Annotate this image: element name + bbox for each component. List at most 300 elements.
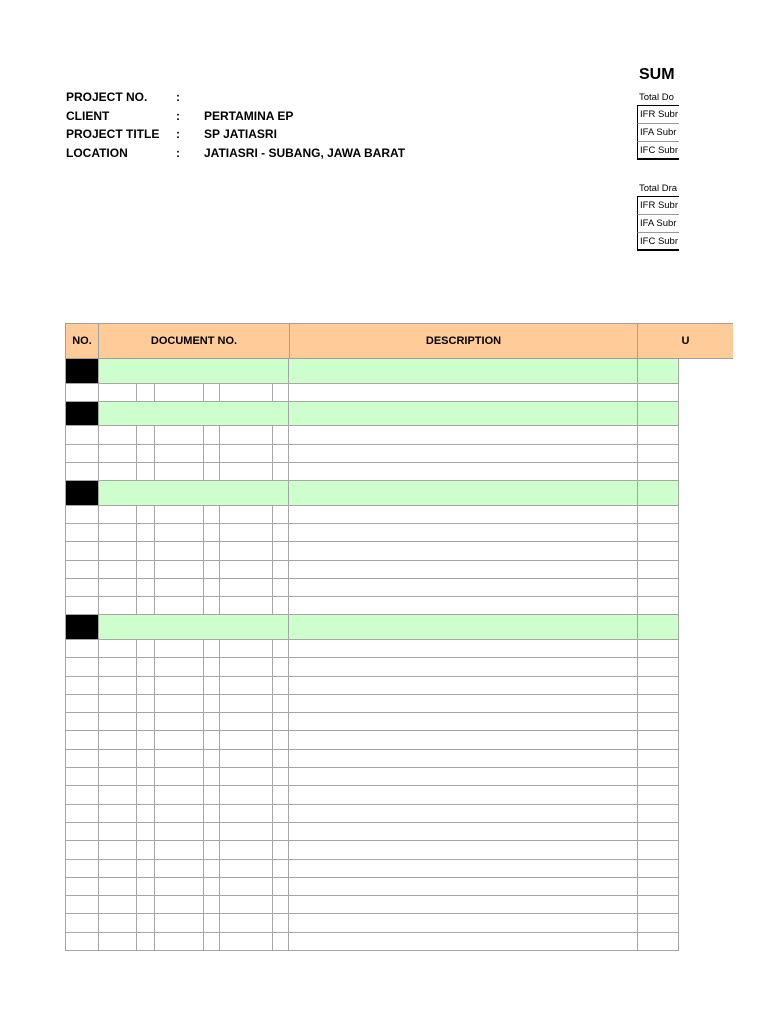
summary-drawings-box xyxy=(637,182,679,251)
grid-cell xyxy=(219,731,273,749)
grid-cell xyxy=(288,750,638,768)
grid-cell xyxy=(637,384,679,402)
grid-cell xyxy=(637,786,679,804)
grid-cell xyxy=(98,695,137,713)
grid-cell xyxy=(219,506,273,524)
grid-cell xyxy=(98,481,289,506)
grid-cell xyxy=(219,384,273,402)
table-row xyxy=(65,786,679,804)
grid-cell xyxy=(219,463,273,481)
grid-cell xyxy=(219,640,273,658)
grid-cell xyxy=(98,506,137,524)
grid-cell xyxy=(219,896,273,914)
grid-cell xyxy=(288,713,638,731)
project-no-colon: : xyxy=(176,90,180,104)
grid-cell xyxy=(203,786,220,804)
summary-drawings-ifr: IFR Subr xyxy=(637,197,679,215)
grid-cell xyxy=(98,750,137,768)
table-row xyxy=(65,445,679,463)
grid-cell xyxy=(136,896,155,914)
grid-cell xyxy=(98,463,137,481)
grid-cell xyxy=(637,402,679,427)
grid-cell xyxy=(272,384,289,402)
grid-cell xyxy=(136,860,155,878)
grid-cell xyxy=(203,384,220,402)
grid-cell xyxy=(272,878,289,896)
grid-cell xyxy=(65,933,99,951)
grid-cell xyxy=(219,597,273,615)
table-row xyxy=(65,805,679,823)
grid-cell xyxy=(272,713,289,731)
grid-cell xyxy=(154,841,204,859)
grid-cell xyxy=(154,823,204,841)
grid-cell xyxy=(219,524,273,542)
grid-cell xyxy=(219,713,273,731)
grid-cell xyxy=(154,658,204,676)
table-row xyxy=(65,695,679,713)
grid-cell xyxy=(288,896,638,914)
summary-drawings-ifa: IFA Subr xyxy=(637,215,679,233)
summary-documents-ifa: IFA Subr xyxy=(637,124,679,142)
summary-drawings-ifc: IFC Subr xyxy=(637,233,679,251)
location-label: LOCATION xyxy=(66,145,128,160)
grid-cell xyxy=(98,896,137,914)
grid-cell xyxy=(272,426,289,444)
grid-cell xyxy=(288,914,638,932)
grid-cell xyxy=(288,640,638,658)
grid-cell xyxy=(637,896,679,914)
grid-cell xyxy=(136,677,155,695)
grid-cell xyxy=(219,658,273,676)
grid-cell xyxy=(98,768,137,786)
grid-cell xyxy=(272,542,289,560)
grid-cell xyxy=(65,597,99,615)
grid-cell xyxy=(154,561,204,579)
grid-cell xyxy=(136,506,155,524)
table-row xyxy=(65,933,679,951)
grid-cell xyxy=(65,786,99,804)
grid-cell xyxy=(98,384,137,402)
grid-cell xyxy=(637,615,679,640)
grid-cell xyxy=(203,677,220,695)
grid-cell xyxy=(288,658,638,676)
grid-cell xyxy=(288,677,638,695)
grid-cell xyxy=(98,841,137,859)
grid-cell xyxy=(136,805,155,823)
grid-cell xyxy=(203,640,220,658)
grid-cell xyxy=(154,896,204,914)
grid-cell xyxy=(136,713,155,731)
grid-cell xyxy=(637,695,679,713)
table-row xyxy=(65,597,679,615)
grid-cell xyxy=(98,860,137,878)
grid-cell xyxy=(136,640,155,658)
grid-cell xyxy=(98,615,289,640)
grid-cell xyxy=(272,579,289,597)
grid-cell xyxy=(637,524,679,542)
grid-cell xyxy=(272,506,289,524)
table-row xyxy=(65,914,679,932)
grid-cell xyxy=(203,561,220,579)
summary-drawings-header: Total Dra xyxy=(637,182,679,197)
grid-cell xyxy=(272,860,289,878)
grid-cell xyxy=(65,463,99,481)
grid-cell xyxy=(136,933,155,951)
grid-cell xyxy=(154,933,204,951)
grid-cell xyxy=(136,914,155,932)
grid-cell xyxy=(272,896,289,914)
table-row xyxy=(65,878,679,896)
grid-cell xyxy=(288,768,638,786)
grid-cell xyxy=(65,914,99,932)
summary-documents-box xyxy=(637,91,679,160)
grid-cell xyxy=(288,933,638,951)
grid-cell xyxy=(219,768,273,786)
grid-cell xyxy=(288,506,638,524)
grid-cell xyxy=(154,860,204,878)
table-row xyxy=(65,426,679,444)
grid-cell xyxy=(203,524,220,542)
grid-cell xyxy=(154,677,204,695)
grid-cell xyxy=(136,524,155,542)
table-row xyxy=(65,561,679,579)
section-row xyxy=(65,359,679,384)
grid-cell xyxy=(65,695,99,713)
grid-cell xyxy=(288,445,638,463)
grid-cell xyxy=(65,445,99,463)
grid-cell xyxy=(65,805,99,823)
grid-cell xyxy=(272,463,289,481)
grid-cell xyxy=(203,768,220,786)
grid-cell xyxy=(136,841,155,859)
grid-cell xyxy=(637,878,679,896)
grid-cell xyxy=(203,713,220,731)
grid-cell xyxy=(203,841,220,859)
location-colon: : xyxy=(176,145,180,160)
grid-cell xyxy=(637,677,679,695)
grid-cell xyxy=(637,506,679,524)
grid-cell xyxy=(272,561,289,579)
grid-cell xyxy=(154,524,204,542)
grid-cell xyxy=(98,445,137,463)
grid-cell xyxy=(219,933,273,951)
grid-cell xyxy=(272,786,289,804)
grid-cell xyxy=(288,841,638,859)
grid-cell xyxy=(203,597,220,615)
table-row xyxy=(65,640,679,658)
grid-cell xyxy=(136,579,155,597)
grid-cell xyxy=(154,786,204,804)
grid-cell xyxy=(203,914,220,932)
grid-cell xyxy=(288,615,638,640)
grid-cell xyxy=(136,542,155,560)
grid-cell xyxy=(637,731,679,749)
grid-cell xyxy=(98,640,137,658)
grid-cell xyxy=(154,768,204,786)
table-row xyxy=(65,768,679,786)
document-register xyxy=(65,323,690,951)
table-row xyxy=(65,896,679,914)
table-row xyxy=(65,823,679,841)
project-title-label: PROJECT TITLE xyxy=(66,127,160,141)
grid-cell xyxy=(272,524,289,542)
grid-cell xyxy=(272,768,289,786)
grid-cell xyxy=(154,542,204,560)
grid-cell xyxy=(136,384,155,402)
grid-cell xyxy=(136,823,155,841)
grid-cell xyxy=(637,359,679,384)
grid-cell xyxy=(136,786,155,804)
grid-cell xyxy=(637,768,679,786)
grid-cell xyxy=(203,805,220,823)
summary-documents-header: Total Do xyxy=(637,91,679,106)
grid-cell xyxy=(637,713,679,731)
register-body xyxy=(65,359,679,951)
grid-cell xyxy=(219,823,273,841)
grid-cell xyxy=(154,731,204,749)
grid-cell xyxy=(65,524,99,542)
grid-cell xyxy=(272,640,289,658)
project-title-colon: : xyxy=(176,127,180,141)
grid-cell xyxy=(219,805,273,823)
grid-cell xyxy=(203,542,220,560)
grid-cell xyxy=(288,561,638,579)
section-row xyxy=(65,481,679,506)
grid-cell xyxy=(154,713,204,731)
grid-cell xyxy=(637,640,679,658)
grid-cell xyxy=(98,823,137,841)
grid-cell xyxy=(203,506,220,524)
table-row xyxy=(65,731,679,749)
client-colon: : xyxy=(176,108,180,123)
grid-cell xyxy=(65,860,99,878)
section-marker xyxy=(65,615,99,640)
header-extra: U xyxy=(637,323,733,359)
table-row xyxy=(65,841,679,859)
grid-cell xyxy=(154,640,204,658)
section-row xyxy=(65,615,679,640)
grid-cell xyxy=(637,426,679,444)
grid-cell xyxy=(637,823,679,841)
grid-cell xyxy=(219,841,273,859)
grid-cell xyxy=(288,731,638,749)
grid-cell xyxy=(637,914,679,932)
grid-cell xyxy=(154,579,204,597)
grid-cell xyxy=(219,561,273,579)
grid-cell xyxy=(98,786,137,804)
grid-cell xyxy=(98,402,289,427)
project-title-value: SP JATIASRI xyxy=(204,127,277,141)
grid-cell xyxy=(288,481,638,506)
grid-cell xyxy=(219,579,273,597)
grid-cell xyxy=(288,402,638,427)
grid-cell xyxy=(203,445,220,463)
grid-cell xyxy=(288,786,638,804)
grid-cell xyxy=(203,463,220,481)
table-row xyxy=(65,463,679,481)
grid-cell xyxy=(288,359,638,384)
grid-cell xyxy=(154,506,204,524)
grid-cell xyxy=(65,750,99,768)
table-row xyxy=(65,579,679,597)
grid-cell xyxy=(203,426,220,444)
grid-cell xyxy=(98,524,137,542)
grid-cell xyxy=(637,542,679,560)
grid-cell xyxy=(203,896,220,914)
grid-cell xyxy=(136,695,155,713)
grid-cell xyxy=(637,658,679,676)
client-value: PERTAMINA EP xyxy=(204,108,294,123)
grid-cell xyxy=(65,542,99,560)
grid-cell xyxy=(154,695,204,713)
grid-cell xyxy=(637,463,679,481)
grid-cell xyxy=(98,713,137,731)
grid-cell xyxy=(637,750,679,768)
table-row xyxy=(65,713,679,731)
grid-cell xyxy=(637,579,679,597)
grid-cell xyxy=(136,768,155,786)
grid-cell xyxy=(65,896,99,914)
table-row xyxy=(65,750,679,768)
grid-cell xyxy=(154,426,204,444)
grid-cell xyxy=(136,463,155,481)
grid-cell xyxy=(288,597,638,615)
grid-cell xyxy=(98,542,137,560)
header-no: NO. xyxy=(65,323,99,359)
grid-cell xyxy=(637,481,679,506)
grid-cell xyxy=(272,677,289,695)
table-row xyxy=(65,506,679,524)
grid-cell xyxy=(288,695,638,713)
grid-cell xyxy=(65,384,99,402)
grid-cell xyxy=(219,677,273,695)
grid-cell xyxy=(219,750,273,768)
grid-cell xyxy=(98,561,137,579)
grid-cell xyxy=(136,597,155,615)
grid-cell xyxy=(98,878,137,896)
grid-cell xyxy=(219,426,273,444)
grid-cell xyxy=(154,914,204,932)
grid-cell xyxy=(288,542,638,560)
grid-cell xyxy=(65,506,99,524)
grid-cell xyxy=(65,677,99,695)
grid-cell xyxy=(154,597,204,615)
grid-cell xyxy=(154,750,204,768)
grid-cell xyxy=(154,384,204,402)
grid-cell xyxy=(272,695,289,713)
grid-cell xyxy=(637,841,679,859)
project-no-label: PROJECT NO. xyxy=(66,90,148,104)
grid-cell xyxy=(65,658,99,676)
location-value: JATIASRI - SUBANG, JAWA BARAT xyxy=(204,145,406,160)
grid-cell xyxy=(65,878,99,896)
grid-cell xyxy=(65,841,99,859)
section-row xyxy=(65,402,679,427)
grid-cell xyxy=(219,860,273,878)
grid-cell xyxy=(219,695,273,713)
grid-cell xyxy=(219,914,273,932)
grid-cell xyxy=(65,713,99,731)
section-marker xyxy=(65,402,99,427)
summary-title: SUM xyxy=(639,66,675,83)
grid-cell xyxy=(272,914,289,932)
grid-cell xyxy=(98,914,137,932)
section-marker xyxy=(65,359,99,384)
grid-cell xyxy=(98,677,137,695)
grid-cell xyxy=(136,878,155,896)
grid-cell xyxy=(203,658,220,676)
grid-cell xyxy=(65,731,99,749)
grid-cell xyxy=(203,579,220,597)
table-row xyxy=(65,524,679,542)
grid-cell xyxy=(98,805,137,823)
summary-documents-ifc: IFC Subr xyxy=(637,142,679,160)
grid-cell xyxy=(219,445,273,463)
grid-cell xyxy=(203,695,220,713)
grid-cell xyxy=(637,860,679,878)
grid-cell xyxy=(272,750,289,768)
grid-cell xyxy=(65,579,99,597)
grid-cell xyxy=(136,658,155,676)
grid-cell xyxy=(203,823,220,841)
grid-cell xyxy=(637,561,679,579)
grid-cell xyxy=(272,731,289,749)
grid-cell xyxy=(272,658,289,676)
register-header-row xyxy=(65,323,690,359)
grid-cell xyxy=(288,823,638,841)
grid-cell xyxy=(98,731,137,749)
grid-cell xyxy=(219,542,273,560)
grid-cell xyxy=(98,359,289,384)
grid-cell xyxy=(288,878,638,896)
grid-cell xyxy=(288,463,638,481)
grid-cell xyxy=(136,750,155,768)
grid-cell xyxy=(98,933,137,951)
grid-cell xyxy=(154,805,204,823)
grid-cell xyxy=(272,823,289,841)
grid-cell xyxy=(637,933,679,951)
grid-cell xyxy=(154,878,204,896)
grid-cell xyxy=(288,524,638,542)
grid-cell xyxy=(272,805,289,823)
grid-cell xyxy=(203,933,220,951)
grid-cell xyxy=(637,445,679,463)
grid-cell xyxy=(219,878,273,896)
grid-cell xyxy=(136,426,155,444)
client-label: CLIENT xyxy=(66,108,110,123)
grid-cell xyxy=(203,750,220,768)
grid-cell xyxy=(65,640,99,658)
section-marker xyxy=(65,481,99,506)
grid-cell xyxy=(288,860,638,878)
grid-cell xyxy=(288,426,638,444)
grid-cell xyxy=(65,561,99,579)
grid-cell xyxy=(98,597,137,615)
table-row xyxy=(65,860,679,878)
grid-cell xyxy=(203,878,220,896)
header-document-no: DOCUMENT NO. xyxy=(98,323,290,359)
grid-cell xyxy=(272,445,289,463)
grid-cell xyxy=(136,561,155,579)
table-row xyxy=(65,542,679,560)
grid-cell xyxy=(203,731,220,749)
grid-cell xyxy=(154,463,204,481)
grid-cell xyxy=(154,445,204,463)
grid-cell xyxy=(65,768,99,786)
table-row xyxy=(65,677,679,695)
table-row xyxy=(65,384,679,402)
grid-cell xyxy=(288,579,638,597)
